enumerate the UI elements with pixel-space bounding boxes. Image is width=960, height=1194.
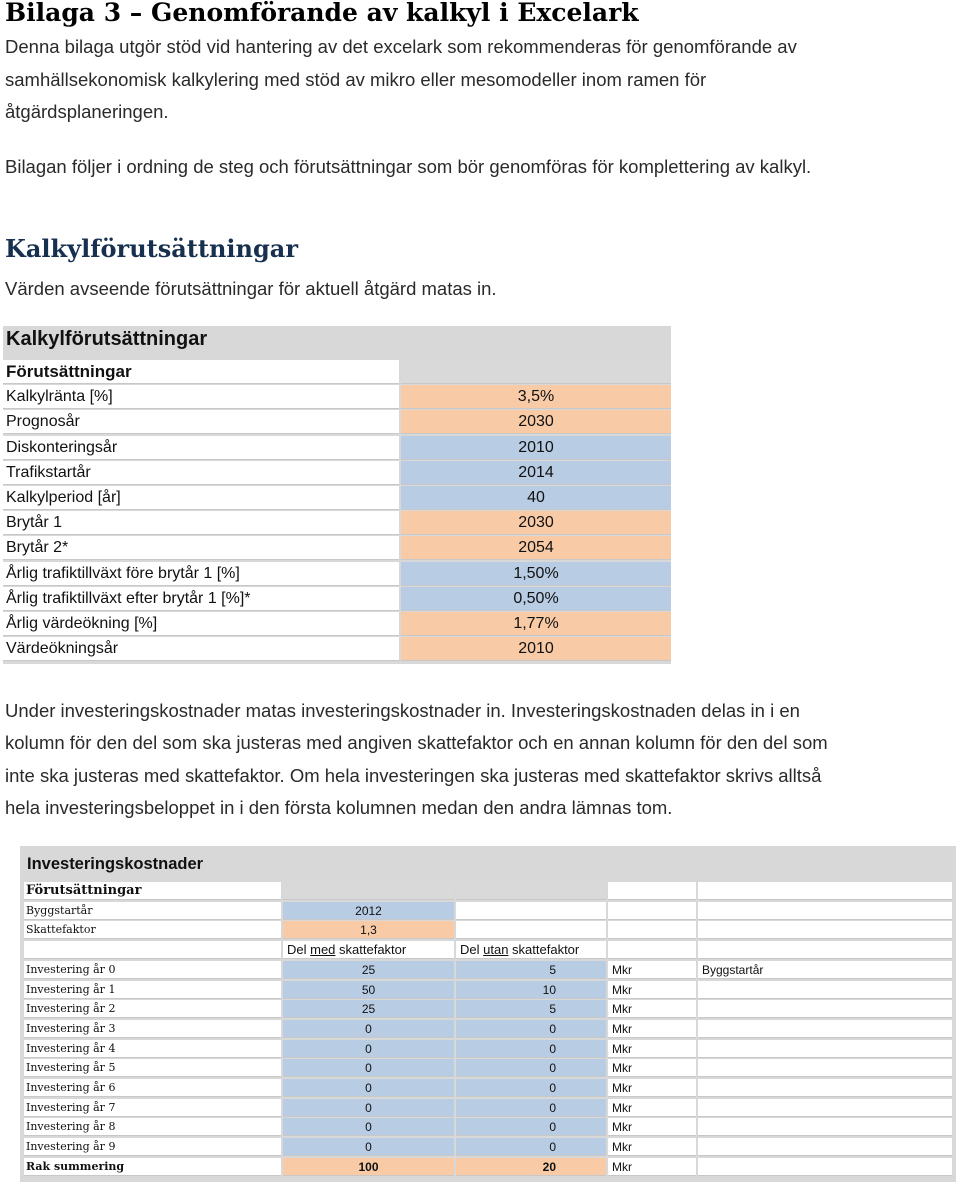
investering-row-label: Investering år 1: [24, 981, 281, 999]
investering-sheet: [20, 846, 956, 1182]
investering-utan-value: 0: [456, 1040, 606, 1058]
kalkyl-row-value: 0,50%: [401, 587, 671, 611]
kalkyl-row-label: Värdeökningsår: [3, 637, 399, 661]
follow-line: Bilagan följer i ordning de steg och förutsättningar som bör genomföras för komplettering av kalkyl.: [5, 156, 812, 177]
investering-med-value: 25: [283, 961, 454, 979]
investering-note: Byggstartår: [698, 961, 952, 979]
kalkyl-row-label: Brytår 1: [3, 511, 399, 535]
investering-unit: Mkr: [608, 1059, 696, 1077]
kalkyl-row: [3, 612, 671, 637]
kalkyl-row-value: 2030: [401, 410, 671, 434]
col-med-header-underlined: med: [310, 942, 336, 958]
sum-label: Rak summering: [24, 1158, 281, 1176]
investering-note: [698, 1118, 952, 1136]
kalkyl-header-label: Förutsättningar: [3, 360, 399, 384]
investering-sheet-title: Investeringskostnader: [27, 855, 204, 873]
investering-row-label: Investering år 3: [24, 1020, 281, 1038]
para2-line-4: hela investeringsbeloppet in i den första kolumnen medan den andra lämnas tom.: [5, 797, 673, 818]
investering-med-value: 0: [283, 1079, 454, 1097]
investering-unit: Mkr: [608, 1099, 696, 1117]
inv-header-fill: [283, 882, 454, 900]
investering-utan-value: 10: [456, 981, 606, 999]
sum-med-value: 100: [283, 1158, 454, 1176]
kalkyl-row: [3, 562, 671, 587]
kalkyl-header-value: [401, 360, 671, 384]
kalkyl-row-value: 2054: [401, 536, 671, 560]
sum-utan-value: 20: [456, 1158, 606, 1176]
investering-med-value: 0: [283, 1040, 454, 1058]
intro-line-1: Denna bilaga utgör stöd vid hantering av det excelark som rekommenderas för genomförande av: [5, 36, 797, 57]
kalkyl-sheet: [3, 326, 671, 664]
investering-unit: Mkr: [608, 961, 696, 979]
col-utan-header-pre: Del: [460, 942, 484, 958]
investering-unit: Mkr: [608, 1118, 696, 1136]
col-med-header-post: skattefaktor: [335, 942, 407, 958]
investering-med-value: 0: [283, 1118, 454, 1136]
investering-utan-value: 0: [456, 1079, 606, 1097]
kalkyl-row-label: Årlig värdeökning [%]: [3, 612, 399, 636]
kalkyl-row-value: 40: [401, 486, 671, 510]
byggstart-value: 2012: [283, 902, 454, 920]
empty-cell: [608, 921, 696, 939]
kalkyl-row-value: 1,77%: [401, 612, 671, 636]
empty-cell: [698, 941, 952, 959]
investering-utan-value: 0: [456, 1059, 606, 1077]
intro-line-2: samhällsekonomisk kalkylering med stöd av mikro eller mesomodeller inom ramen för: [5, 69, 707, 90]
investering-unit: Mkr: [608, 1020, 696, 1038]
kalkyl-row-label: Kalkylränta [%]: [3, 385, 399, 409]
investering-med-value: 25: [283, 1000, 454, 1018]
investering-unit: Mkr: [608, 1000, 696, 1018]
empty-cell: [456, 902, 606, 920]
investering-row-label: Investering år 6: [24, 1079, 281, 1097]
investering-utan-value: 0: [456, 1020, 606, 1038]
col-med-header-pre: Del: [287, 942, 311, 958]
section-text: Värden avseende förutsättningar för aktuell åtgärd matas in.: [5, 278, 497, 299]
investering-utan-value: 0: [456, 1118, 606, 1136]
investering-note: [698, 981, 952, 999]
skattefaktor-value: 1,3: [283, 921, 454, 939]
investering-med-value: 0: [283, 1099, 454, 1117]
intro-line-3: åtgärdsplaneringen.: [5, 101, 169, 122]
inv-header-fill: [698, 882, 952, 900]
empty-cell: [24, 941, 281, 959]
investering-unit: Mkr: [608, 1040, 696, 1058]
kalkyl-row: [3, 436, 671, 461]
investering-note: [698, 1040, 952, 1058]
para2-line-2: kolumn för den del som ska justeras med angiven skattefaktor och en annan kolumn för den del som: [5, 732, 828, 753]
investering-utan-value: 0: [456, 1099, 606, 1117]
investering-row-label: Investering år 9: [24, 1138, 281, 1156]
investering-unit: Mkr: [608, 1138, 696, 1156]
kalkyl-row: [3, 410, 671, 435]
investering-row-label: Investering år 2: [24, 1000, 281, 1018]
sum-unit: Mkr: [608, 1158, 696, 1176]
byggstart-label: Byggstartår: [24, 902, 281, 920]
investering-row-label: Investering år 5: [24, 1059, 281, 1077]
inv-header-label: Förutsättningar: [24, 882, 281, 900]
kalkyl-row-value: 2030: [401, 511, 671, 535]
investering-med-value: 0: [283, 1059, 454, 1077]
investering-row-label: Investering år 0: [24, 961, 281, 979]
investering-utan-value: 5: [456, 961, 606, 979]
kalkyl-sheet-title: Kalkylförutsättningar: [6, 328, 208, 350]
kalkyl-row: [3, 511, 671, 536]
investering-utan-value: 5: [456, 1000, 606, 1018]
col-utan-header-post: skattefaktor: [508, 942, 580, 958]
kalkyl-row-label: Årlig trafiktillväxt före brytår 1 [%]: [3, 562, 399, 586]
kalkyl-row-value: 1,50%: [401, 562, 671, 586]
empty-cell: [608, 902, 696, 920]
investering-note: [698, 1079, 952, 1097]
col-utan-header-underlined: utan: [483, 942, 509, 958]
kalkyl-row-label: Trafikstartår: [3, 461, 399, 485]
investering-med-value: 0: [283, 1138, 454, 1156]
para2-line-3: inte ska justeras med skattefaktor. Om hela investeringen ska justeras med skattefaktor skrivs alltså: [5, 765, 822, 786]
investering-med-value: 50: [283, 981, 454, 999]
kalkyl-row-value: 2014: [401, 461, 671, 485]
kalkyl-row: [3, 587, 671, 612]
kalkyl-row: [3, 486, 671, 511]
investering-note: [698, 1059, 952, 1077]
empty-cell: [698, 921, 952, 939]
empty-cell: [698, 1158, 952, 1176]
kalkyl-row-value: 2010: [401, 436, 671, 460]
investering-row-label: Investering år 4: [24, 1040, 281, 1058]
para2-line-1: Under investeringskostnader matas investeringskostnader in. Investeringskostnaden delas in i en: [5, 700, 800, 721]
kalkyl-row: [3, 637, 671, 662]
inv-header-fill: [608, 882, 696, 900]
investering-row-label: Investering år 7: [24, 1099, 281, 1117]
col-utan-header: [456, 941, 606, 959]
kalkyl-row: [3, 461, 671, 486]
investering-note: [698, 1138, 952, 1156]
investering-utan-value: 0: [456, 1138, 606, 1156]
kalkyl-row-label: Prognosår: [3, 410, 399, 434]
page-heading: Bilaga 3 – Genomförande av kalkyl i Excelark: [5, 0, 639, 27]
investering-med-value: 0: [283, 1020, 454, 1038]
kalkyl-row-value: 3,5%: [401, 385, 671, 409]
kalkyl-row-value: 2010: [401, 637, 671, 661]
investering-note: [698, 1020, 952, 1038]
section-title: Kalkylförutsättningar: [5, 234, 298, 263]
investering-unit: Mkr: [608, 1079, 696, 1097]
kalkyl-header-row: [3, 360, 671, 385]
kalkyl-row: [3, 536, 671, 561]
empty-cell: [456, 921, 606, 939]
col-med-header: [283, 941, 454, 959]
empty-cell: [608, 941, 696, 959]
kalkyl-row: [3, 385, 671, 410]
kalkyl-row-label: Brytår 2*: [3, 536, 399, 560]
inv-header-fill: [456, 882, 606, 900]
skattefaktor-label: Skattefaktor: [24, 921, 281, 939]
investering-note: [698, 1099, 952, 1117]
kalkyl-row-label: Kalkylperiod [år]: [3, 486, 399, 510]
kalkyl-row-label: Årlig trafiktillväxt efter brytår 1 [%]*: [3, 587, 399, 611]
empty-cell: [698, 902, 952, 920]
investering-unit: Mkr: [608, 981, 696, 999]
investering-note: [698, 1000, 952, 1018]
investering-row-label: Investering år 8: [24, 1118, 281, 1136]
kalkyl-row-label: Diskonteringsår: [3, 436, 399, 460]
